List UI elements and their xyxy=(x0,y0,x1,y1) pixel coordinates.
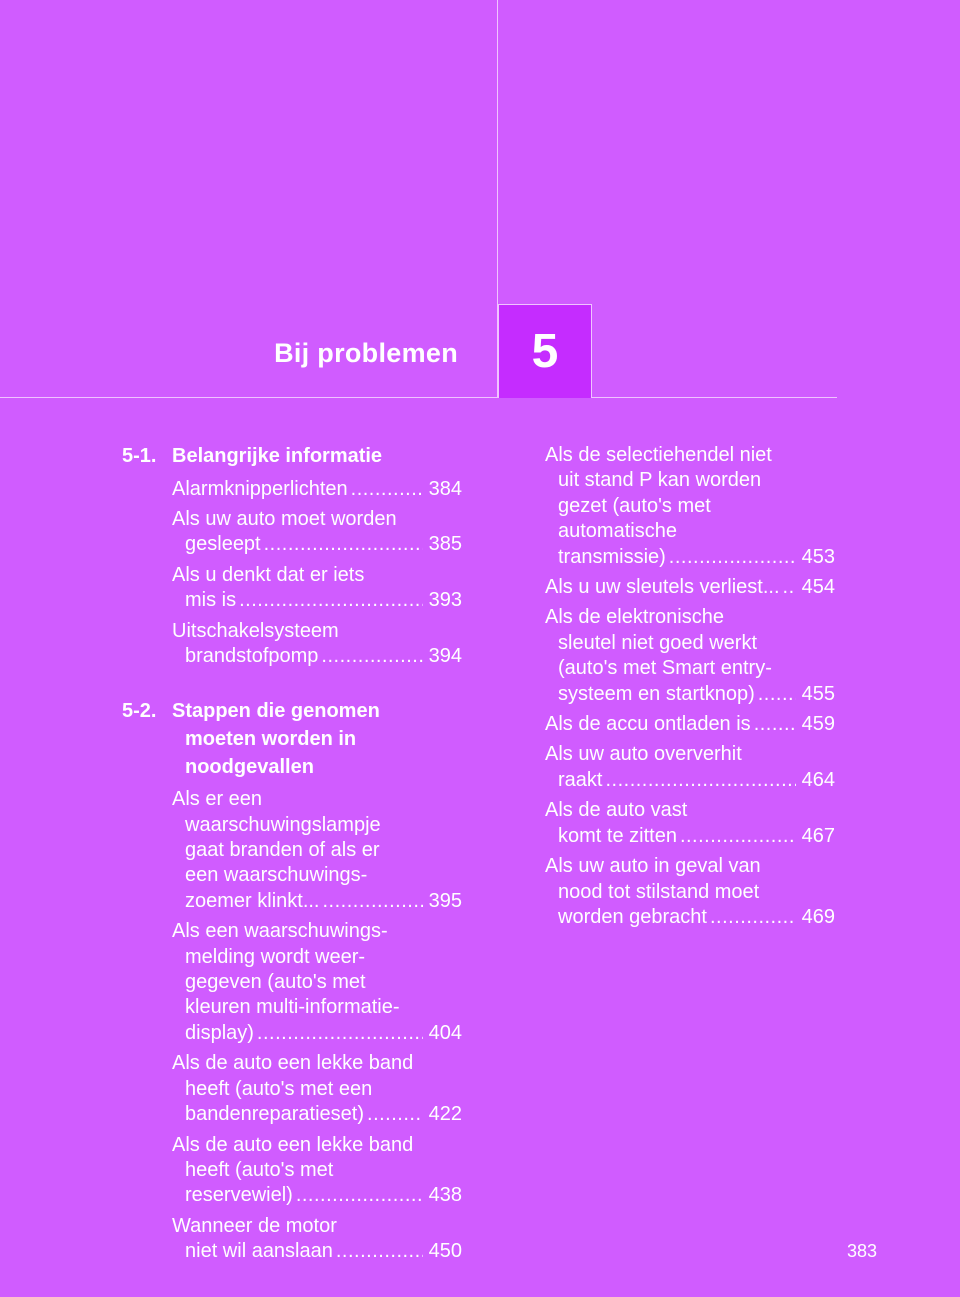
toc-entry-line: Als uw auto moet worden xyxy=(172,508,397,530)
toc-entry-text xyxy=(545,575,835,600)
dot-leader xyxy=(351,477,423,502)
chapter-number-tab xyxy=(498,304,592,398)
toc-entry-last-line xyxy=(172,889,462,914)
toc-page-link[interactable]: 385 xyxy=(428,533,462,556)
toc-entry-line: niet wil aanslaan xyxy=(185,1240,333,1263)
toc-entry[interactable] xyxy=(172,563,462,614)
toc-right-column xyxy=(545,443,835,935)
toc-entry-line: bandenreparatieset) xyxy=(185,1103,365,1126)
toc-entry-line: Als de selectiehendel niet xyxy=(545,444,772,466)
section-heading xyxy=(122,698,462,781)
toc-entry-line: nood tot stilstand moet xyxy=(558,880,760,903)
toc-entry[interactable] xyxy=(172,507,462,558)
dot-leader xyxy=(336,1239,423,1264)
dot-leader xyxy=(296,1183,423,1208)
toc-page-link[interactable]: 455 xyxy=(801,682,835,705)
toc-entry-text xyxy=(172,507,462,558)
toc-entry-line: Als uw auto oververhit xyxy=(545,743,742,766)
dot-leader xyxy=(257,1021,423,1046)
toc-page-link[interactable]: 453 xyxy=(801,545,835,568)
toc-entry-line: Als een waarschuwings- xyxy=(172,920,388,943)
toc-entry-line: waarschuwingslampje xyxy=(185,813,381,836)
toc-page-link[interactable]: 469 xyxy=(801,905,835,928)
section-title-line: Stappen die genomen xyxy=(172,700,380,723)
toc-page-link[interactable]: 393 xyxy=(428,589,462,612)
toc-entry-line: Als de elektronische xyxy=(545,606,724,629)
toc-entry-line: systeem en startknop) xyxy=(558,682,755,705)
toc-entry-text xyxy=(545,605,835,707)
toc-entry-line: brandstofpomp xyxy=(185,645,319,668)
toc-page-link[interactable]: 395 xyxy=(428,889,462,912)
toc-entry-line: display) xyxy=(185,1021,254,1044)
dot-leader xyxy=(754,712,796,737)
toc-entry[interactable] xyxy=(545,575,835,600)
toc-entry[interactable] xyxy=(545,712,835,737)
toc-entry-text xyxy=(172,1214,462,1265)
toc-entry[interactable] xyxy=(545,443,835,570)
dot-leader xyxy=(680,824,796,849)
toc-page-link[interactable]: 394 xyxy=(428,645,462,668)
toc-entry-line: Als u denkt dat er iets xyxy=(172,563,365,586)
page-number: 383 xyxy=(847,1241,878,1261)
section-number: 5-2. xyxy=(122,700,157,723)
dot-leader xyxy=(605,768,795,793)
toc-entry-line: automatische xyxy=(558,520,677,543)
dot-leader xyxy=(239,588,423,613)
section-title-line: Belangrijke informatie xyxy=(172,445,383,467)
toc-entry-line: sleutel niet goed werkt xyxy=(558,631,758,654)
toc-entry-last-line xyxy=(172,1239,462,1264)
toc-page-link[interactable]: 450 xyxy=(428,1240,462,1263)
toc-entry-line: gegeven (auto's met xyxy=(185,971,366,994)
section-entries xyxy=(172,787,462,1264)
toc-entry-line: Als de auto vast xyxy=(545,799,688,822)
toc-entry-last-line xyxy=(172,588,462,613)
toc-entry-last-line xyxy=(172,1183,462,1208)
toc-entry-text xyxy=(172,919,462,1046)
dot-leader xyxy=(321,644,422,669)
toc-entry-line: heeft (auto's met een xyxy=(185,1077,373,1100)
toc-entry[interactable] xyxy=(172,919,462,1046)
header-horizontal-rule xyxy=(0,397,837,398)
toc-entry-line: gezet (auto's met xyxy=(558,494,711,517)
toc-entry-line: heeft (auto's met xyxy=(185,1158,334,1181)
section-heading xyxy=(122,443,462,471)
toc-entry-last-line xyxy=(545,905,835,930)
toc-entry-line: kleuren multi-informatie- xyxy=(185,996,400,1019)
toc-entry-text xyxy=(172,619,462,670)
toc-page-link[interactable]: 459 xyxy=(801,713,835,736)
toc-entry-line: melding wordt weer- xyxy=(185,945,366,968)
toc-entry-last-line xyxy=(545,824,835,849)
section-title-line: noodgevallen xyxy=(185,755,314,778)
toc-entry-text xyxy=(172,1051,462,1127)
toc-entry-text xyxy=(545,712,835,737)
toc-entry[interactable] xyxy=(172,1051,462,1127)
toc-entry-line: Als u uw sleutels verliest... xyxy=(545,576,780,599)
toc-entry-last-line xyxy=(545,712,835,737)
section-gap xyxy=(122,674,462,698)
toc-entry-line: Als de auto een lekke band xyxy=(172,1052,414,1075)
toc-entry-line: worden gebracht xyxy=(558,905,707,928)
toc-entry-line: Alarmknipperlichten xyxy=(172,477,348,500)
toc-entry-text xyxy=(172,1133,462,1209)
toc-entry-text xyxy=(545,854,835,930)
toc-left-column xyxy=(122,443,462,1270)
toc-entry-text xyxy=(172,563,462,614)
dot-leader xyxy=(322,889,422,914)
toc-entry-last-line xyxy=(545,575,835,600)
toc-entry-line: Als uw auto in geval van xyxy=(545,855,761,878)
toc-page-link[interactable]: 454 xyxy=(801,576,835,599)
toc-entry-last-line xyxy=(545,768,835,793)
toc-entry[interactable] xyxy=(545,854,835,930)
toc-entry-last-line xyxy=(545,682,835,707)
section-title-line: moeten worden in xyxy=(185,728,357,751)
toc-entry[interactable] xyxy=(545,742,835,793)
toc-entry-text xyxy=(172,787,462,914)
toc-entry-last-line xyxy=(172,477,462,502)
toc-page-link[interactable]: 464 xyxy=(801,768,835,791)
toc-entry-line: Als de accu ontladen is xyxy=(545,713,751,736)
toc-page-link[interactable]: 438 xyxy=(428,1184,462,1207)
dot-leader xyxy=(758,682,796,707)
toc-entry-line: Uitschakelsysteem xyxy=(172,619,339,642)
toc-entry-line: zoemer klinkt... xyxy=(185,889,320,912)
toc-entry-line: uit stand P kan worden xyxy=(558,469,762,492)
toc-entry[interactable] xyxy=(172,787,462,914)
toc-entry-line: Als de auto een lekke band xyxy=(172,1133,414,1156)
toc-page-link[interactable]: 422 xyxy=(428,1103,462,1126)
toc-entry-text xyxy=(545,443,835,570)
toc-entry-line: gesleept xyxy=(185,533,261,556)
chapter-number: 5 xyxy=(531,325,559,378)
toc-entry-line: een waarschuwings- xyxy=(185,864,368,887)
toc-entry-line: komt te zitten xyxy=(558,824,677,847)
dot-leader xyxy=(264,532,423,557)
toc-entry-line: transmissie) xyxy=(558,545,666,568)
toc-entry-line: Als er een xyxy=(172,788,263,811)
section-number: 5-1. xyxy=(122,445,157,467)
toc-entry-last-line xyxy=(545,545,835,570)
dot-leader xyxy=(669,545,796,570)
toc-entry-last-line xyxy=(172,644,462,669)
toc-entry[interactable] xyxy=(172,619,462,670)
toc-page-link[interactable]: 384 xyxy=(428,477,462,500)
toc-page-link[interactable]: 404 xyxy=(428,1021,462,1044)
toc-entry[interactable] xyxy=(545,798,835,849)
toc-entry-line: gaat branden of als er xyxy=(185,839,380,862)
toc-entry[interactable] xyxy=(172,1133,462,1209)
section-title xyxy=(172,443,462,471)
dot-leader xyxy=(710,905,796,930)
toc-entry[interactable] xyxy=(545,605,835,707)
toc-entry-text xyxy=(545,798,835,849)
dot-leader xyxy=(367,1102,423,1127)
toc-entry-line: (auto's met Smart entry- xyxy=(558,657,772,680)
toc-entry-line: reservewiel) xyxy=(185,1184,293,1207)
toc-entry-text xyxy=(172,477,462,502)
toc-entry-last-line xyxy=(172,532,462,557)
toc-entry-line: Wanneer de motor xyxy=(172,1214,337,1237)
chapter-title: Bij problemen xyxy=(274,338,458,368)
section-title xyxy=(172,698,462,781)
dot-leader xyxy=(783,575,796,600)
toc-entry-text xyxy=(545,742,835,793)
toc-entry[interactable] xyxy=(172,1214,462,1265)
toc-entry-line: mis is xyxy=(185,589,237,612)
section-entries xyxy=(172,477,462,670)
toc-page-link[interactable]: 467 xyxy=(801,824,835,847)
toc-entry-last-line xyxy=(172,1102,462,1127)
toc-entry[interactable] xyxy=(172,477,462,502)
toc-entry-line: raakt xyxy=(558,768,603,791)
toc-entry-last-line xyxy=(172,1021,462,1046)
